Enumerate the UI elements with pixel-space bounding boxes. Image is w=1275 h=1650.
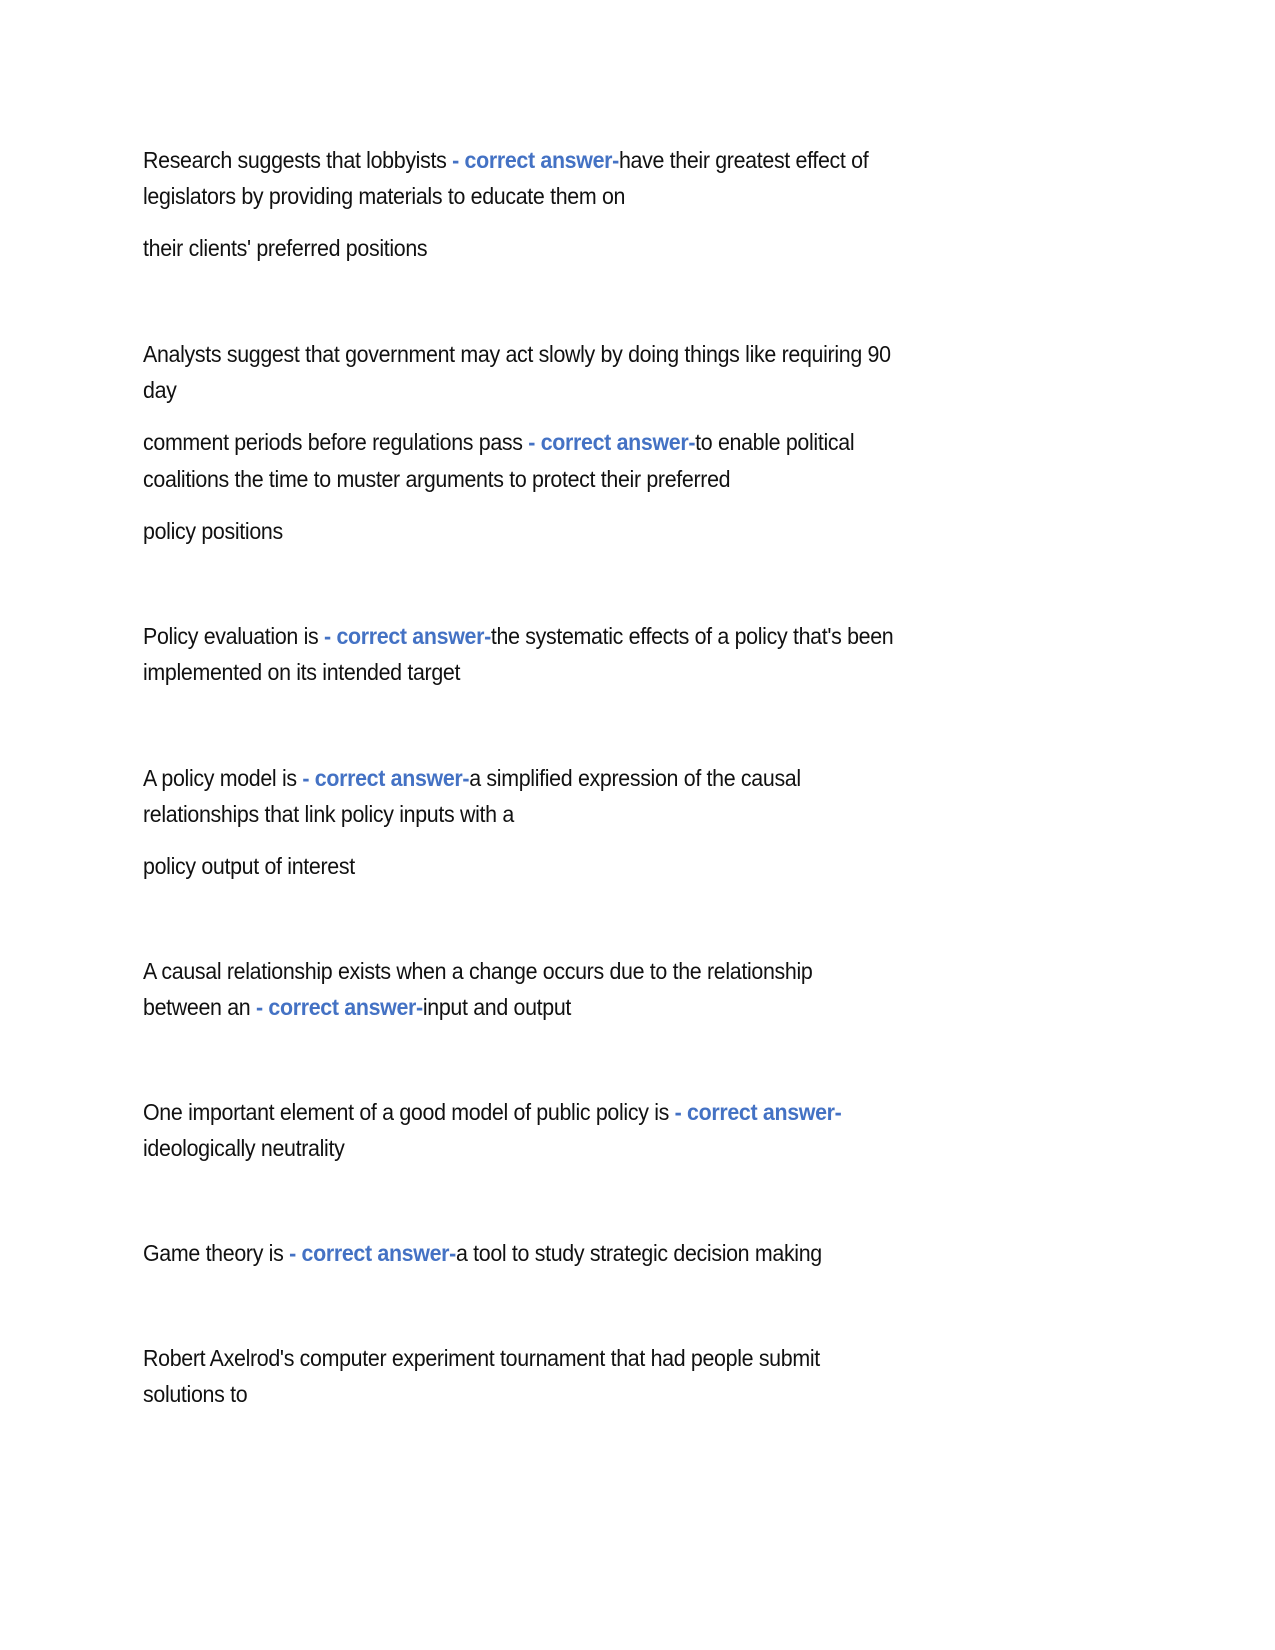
qa-line: [143, 957, 812, 985]
question-text: Policy evaluation is: [143, 623, 325, 649]
answer-text: policy output of interest: [143, 853, 355, 879]
answer-text: their clients' preferred positions: [143, 235, 428, 261]
answer-text: coalitions the time to muster arguments to protect their preferred: [143, 466, 731, 492]
qa-line: [143, 800, 514, 828]
qa-line: [143, 182, 625, 210]
question-text: One important element of a good model of public policy is: [143, 1099, 675, 1125]
correct-answer-marker: - correct answer-: [674, 1099, 842, 1125]
qa-line: [143, 517, 283, 545]
correct-answer-marker: - correct answer-: [302, 765, 470, 791]
answer-text: a simplified expression of the causal: [469, 765, 801, 791]
correct-answer-marker: - correct answer-: [324, 623, 491, 649]
qa-line: [143, 340, 891, 368]
correct-answer-marker: - correct answer-: [452, 147, 619, 173]
answer-text: the systematic effects of a policy that's been: [490, 623, 894, 649]
answer-text: legislators by providing materials to educate them on: [143, 183, 626, 209]
qa-line: [143, 234, 427, 262]
answer-text: ideologically neutrality: [143, 1135, 345, 1161]
question-text: day: [143, 377, 177, 403]
qa-line: [143, 146, 868, 174]
qa-line: [143, 622, 893, 650]
qa-line: [143, 1098, 841, 1126]
answer-text: to enable political: [695, 429, 855, 455]
qa-line: [143, 658, 460, 686]
qa-line: [143, 428, 854, 456]
qa-line: [143, 764, 801, 792]
question-text: Analysts suggest that government may act slowly by doing things like requiring 90: [143, 341, 891, 367]
qa-line: [143, 376, 177, 404]
answer-text: policy positions: [143, 518, 283, 544]
answer-text: input and output: [422, 994, 572, 1020]
correct-answer-marker: - correct answer-: [255, 994, 423, 1020]
qa-line: [143, 1239, 822, 1267]
qa-line: [143, 1380, 247, 1408]
question-text: Research suggests that lobbyists: [143, 147, 453, 173]
question-text: between an: [143, 994, 256, 1020]
qa-line: [143, 1134, 344, 1162]
question-text: A causal relationship exists when a change occurs due to the relationship: [143, 958, 813, 984]
correct-answer-marker: - correct answer-: [289, 1240, 456, 1266]
answer-text: implemented on its intended target: [143, 659, 461, 685]
question-text: solutions to: [143, 1381, 248, 1407]
question-text: Robert Axelrod's computer experiment tournament that had people submit: [143, 1345, 820, 1371]
question-text: Game theory is: [143, 1240, 290, 1266]
qa-line: [143, 993, 571, 1021]
answer-text: relationships that link policy inputs with a: [143, 801, 514, 827]
qa-line: [143, 465, 730, 493]
qa-line: [143, 852, 355, 880]
answer-text: have their greatest effect of: [618, 147, 869, 173]
correct-answer-marker: - correct answer-: [528, 429, 696, 455]
qa-line: [143, 1344, 820, 1372]
question-text: comment periods before regulations pass: [143, 429, 529, 455]
answer-text: a tool to study strategic decision making: [455, 1240, 822, 1266]
question-text: A policy model is: [143, 765, 303, 791]
